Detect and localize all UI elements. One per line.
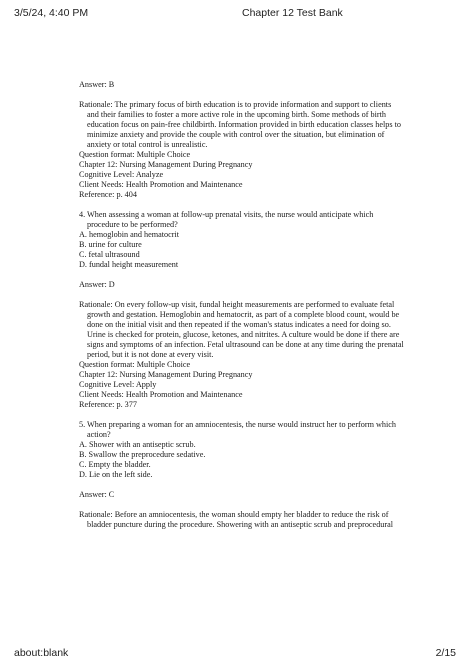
answer-block-q5 [79, 490, 404, 500]
option-d: D. Lie on the left side. [79, 470, 153, 479]
answer-block-q4 [79, 280, 404, 290]
question-stem: procedure to be performed? [87, 220, 178, 229]
option-b: B. Swallow the preprocedure sedative. [79, 450, 206, 459]
rationale-line: Rationale: Before an amniocentesis, the woman should empty her bladder to reduce the risk of [79, 510, 389, 519]
question-4 [79, 210, 404, 270]
meta-line: Cognitive Level: Analyze [79, 170, 164, 179]
print-datetime: 3/5/24, 4:40 PM [14, 7, 89, 19]
meta-line: Client Needs: Health Promotion and Maintenance [79, 180, 243, 189]
option-d: D. fundal height measurement [79, 260, 179, 269]
option-a: A. Shower with an antiseptic scrub. [79, 440, 196, 449]
rationale-line: minimize anxiety and provide the couple with control over the situation, but elimination of [87, 130, 385, 139]
rationale-block-q4 [79, 300, 404, 410]
option-a: A. hemoglobin and hematocrit [79, 230, 180, 239]
question-stem: 5. When preparing a woman for an amniocentesis, the nurse would instruct her to perform which [79, 420, 397, 429]
rationale-line: education focus on pain-free childbirth. Information provided in birth education classes helps to [87, 120, 401, 129]
answer-line: Answer: D [79, 280, 115, 289]
page-number: 2/15 [435, 647, 456, 659]
option-b: B. urine for culture [79, 240, 142, 249]
rationale-line: period, but it is not done at every visit. [87, 350, 214, 359]
meta-line: Question format: Multiple Choice [79, 360, 191, 369]
answer-block-prev [79, 80, 404, 90]
question-stem: 4. When assessing a woman at follow-up prenatal visits, the nurse would anticipate which [79, 210, 374, 219]
meta-line: Cognitive Level: Apply [79, 380, 157, 389]
meta-line: Client Needs: Health Promotion and Maintenance [79, 390, 243, 399]
page-content [79, 80, 404, 540]
rationale-line: anxiety or total control is unrealistic. [87, 140, 208, 149]
rationale-block-q5 [79, 510, 404, 530]
meta-line: Reference: p. 404 [79, 190, 137, 199]
question-stem: action? [87, 430, 111, 439]
meta-line: Chapter 12: Nursing Management During Pregnancy [79, 370, 253, 379]
rationale-line: Urine is checked for protein, glucose, ketones, and nitrites. A culture would be done if there are [87, 330, 400, 339]
answer-line: Answer: B [79, 80, 115, 89]
rationale-block-prev [79, 100, 404, 200]
page-url: about:blank [14, 647, 69, 659]
rationale-line: Rationale: On every follow-up visit, fundal height measurements are performed to evaluate fetal [79, 300, 395, 309]
rationale-line: done on the initial visit and then repeated if the woman's status indicates a need for doing so. [87, 320, 391, 329]
meta-line: Reference: p. 377 [79, 400, 137, 409]
answer-line: Answer: C [79, 490, 115, 499]
meta-line: Chapter 12: Nursing Management During Pregnancy [79, 160, 253, 169]
option-c: C. fetal ultrasound [79, 250, 140, 259]
meta-line: Question format: Multiple Choice [79, 150, 191, 159]
question-5 [79, 420, 404, 480]
rationale-line: signs and symptoms of an infection. Fetal ultrasound can be done at any time during the prenatal [87, 340, 404, 349]
document-title: Chapter 12 Test Bank [242, 7, 343, 19]
rationale-line: and their families to foster a more active role in the upcoming birth. Some methods of birth [87, 110, 386, 119]
rationale-line: bladder puncture during the procedure. Showering with an antiseptic scrub and preprocedural [87, 520, 394, 529]
rationale-line: growth and gestation. Hemoglobin and hematocrit, as part of a complete blood count, would be [87, 310, 400, 319]
option-c: C. Empty the bladder. [79, 460, 151, 469]
rationale-line: Rationale: The primary focus of birth education is to provide information and support to clients [79, 100, 392, 109]
